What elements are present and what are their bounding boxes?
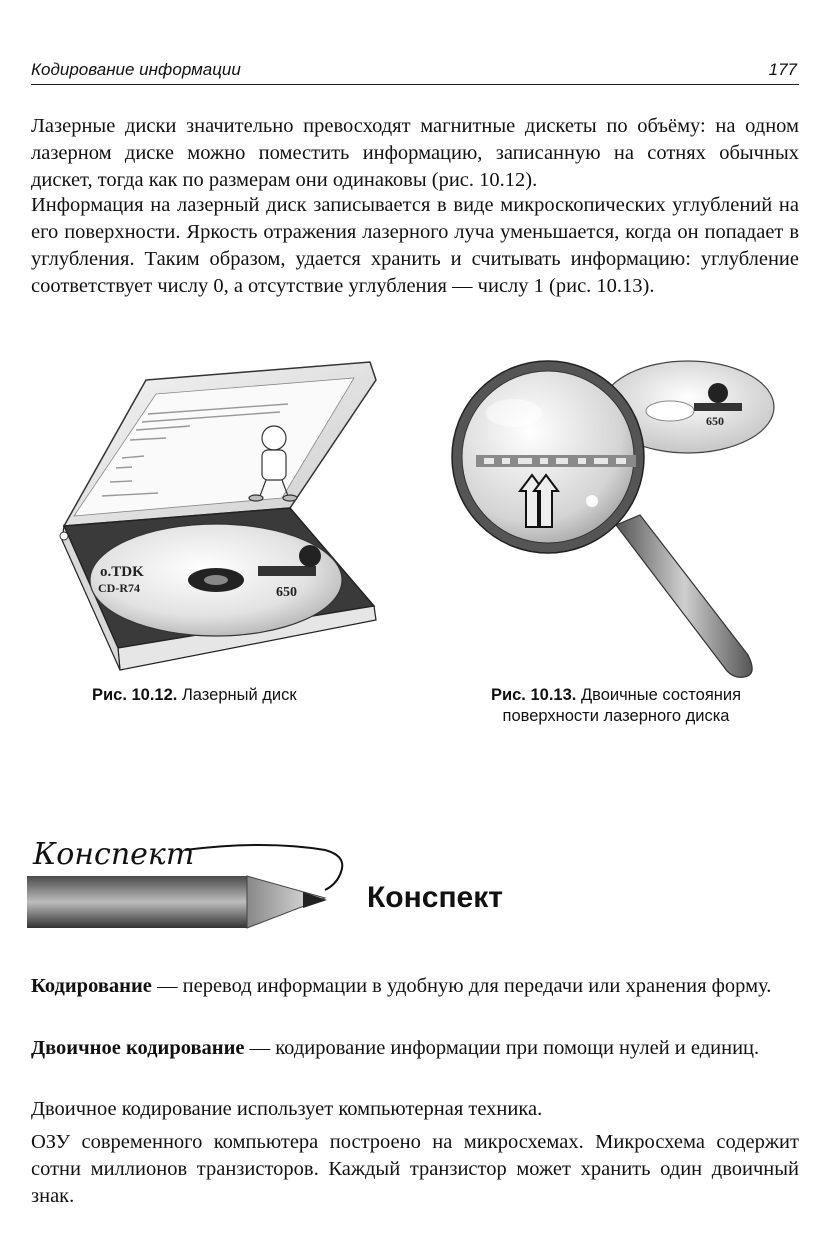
konspekt-item	[31, 1035, 799, 1062]
figure-label: Рис. 10.12.	[92, 686, 178, 704]
konspekt-definition: — перевод информации в удобную для передачи или хранения форму.	[151, 975, 772, 997]
figure-magnifier	[448, 355, 778, 685]
paragraph-laser-capacity: Лазерные диски значительно превосходят магнитные дискеты по объёму: на одном лазерном диске можно поместить информацию, записанную на сотнях обычных дискет, тогда как по размерам они одинаковы (рис. 10.12).	[31, 115, 799, 191]
konspekt-item	[31, 973, 799, 1000]
konspekt-script-label: Конспект	[33, 837, 195, 872]
figure-caption-10-12	[92, 685, 297, 706]
disc-model: CD-R74	[98, 581, 140, 595]
konspekt-decoration	[25, 820, 545, 940]
running-header	[31, 58, 799, 85]
figure-label: Рис. 10.13.	[490, 686, 577, 704]
laser-disc-illustration	[58, 358, 378, 688]
figure-caption-text: Двоичные состояния поверхности лазерного диска	[502, 686, 742, 725]
chapter-title: Кодирование информации	[31, 60, 241, 79]
konspekt-item: Двоичное кодирование использует компьютерная техника.	[31, 1098, 543, 1120]
figure-caption-10-13	[466, 685, 766, 727]
konspekt-term: Кодирование	[31, 975, 152, 997]
disc-brand: o.TDK	[100, 564, 144, 580]
disc-capacity-2: 650	[706, 414, 724, 428]
magnifier-illustration	[448, 355, 778, 685]
konspekt-definition: — кодирование информации при помощи нулей и единиц.	[244, 1037, 760, 1059]
pencil-icon	[25, 820, 545, 940]
page-number: 177	[768, 60, 797, 79]
konspekt-heading: Конспект	[367, 881, 503, 914]
figure-caption-text: Лазерный диск	[181, 686, 297, 704]
paragraph-laser-encoding: Информация на лазерный диск записывается в виде микроскопических углублений на его поверхности. Яркость отражения лазерного луча уменьшается, когда он попадает в углубления. Таким образом, удается хранить и считывать информацию: углубление соответствует числу 0, а отсутствие углубления — числу 1 (рис. 10.13).	[31, 194, 799, 297]
disc-capacity: 650	[276, 585, 297, 600]
konspekt-item: ОЗУ современного компьютера построено на микросхемах. Микросхема содержит сотни миллионов транзисторов. Каждый транзистор может хранить один двоичный знак.	[31, 1131, 799, 1207]
konspekt-term: Двоичное кодирование	[31, 1037, 245, 1059]
figure-laser-disc	[58, 358, 378, 688]
